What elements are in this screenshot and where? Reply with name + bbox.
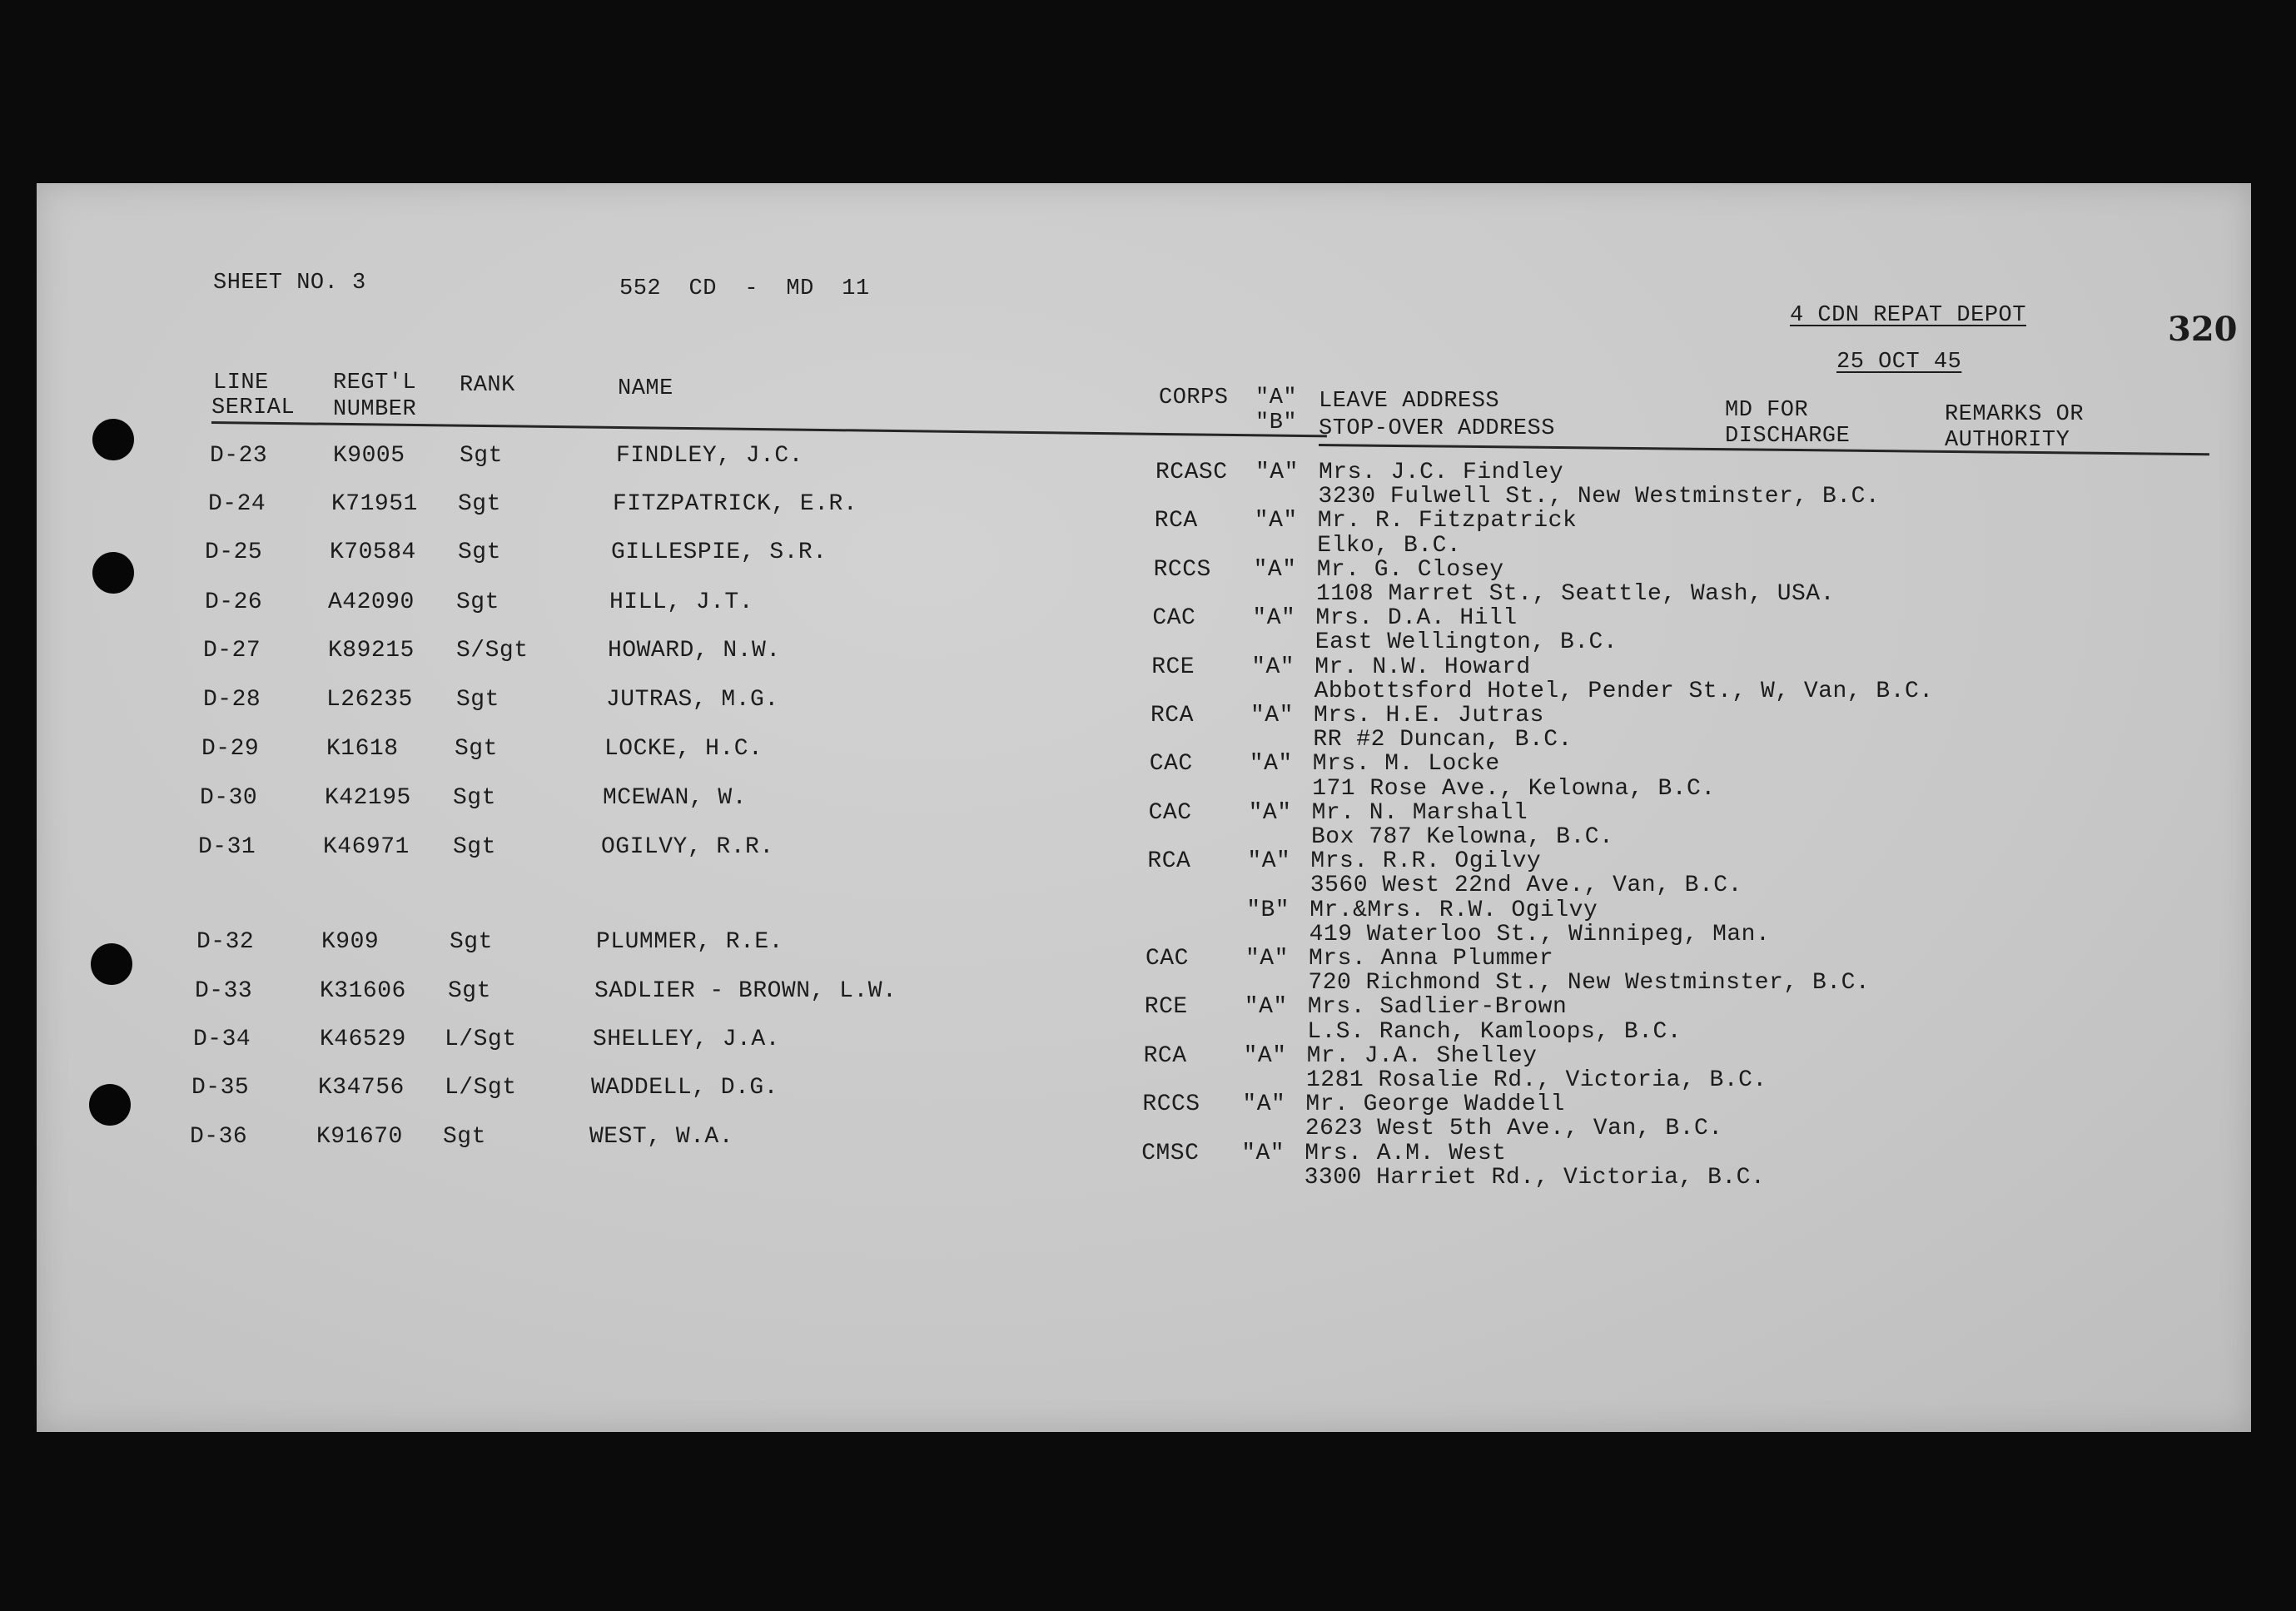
record-address-line: Mr. J.A. Shelley (1306, 1042, 1538, 1069)
record-number: K9005 (333, 443, 405, 469)
punch-hole (92, 552, 134, 594)
col-line-serial-2: SERIAL (211, 395, 296, 420)
record-ab-flag: "A" (1245, 946, 1289, 972)
record-ab-flag: "A" (1248, 799, 1292, 826)
col-discharge: DISCHARGE (1725, 424, 1851, 449)
col-md-for: MD FOR (1725, 398, 1809, 423)
col-corps: CORPS (1159, 385, 1229, 410)
record-number: K34756 (318, 1075, 405, 1101)
col-leave-address: LEAVE ADDRESS (1319, 389, 1500, 414)
record-address-line: Mrs. Anna Plummer (1309, 946, 1554, 972)
record-name: SADLIER - BROWN, L.W. (594, 978, 897, 1004)
document-sheet (37, 183, 2251, 1432)
record-name: WADDELL, D.G. (591, 1075, 778, 1101)
record-corps: RCASC (1155, 460, 1228, 485)
record-rank: Sgt (448, 978, 491, 1004)
record-address-line: 171 Rose Ave., Kelowna, B.C. (1312, 775, 1716, 802)
record-number: K71951 (331, 491, 418, 517)
record-rank: Sgt (450, 929, 493, 955)
record-corps: RCCS (1153, 556, 1211, 583)
record-ab-flag: "B" (1246, 897, 1290, 923)
record-name: HILL, J.T. (609, 589, 754, 615)
record-corps: RCA (1150, 703, 1194, 728)
record-corps: RCE (1144, 994, 1188, 1021)
record-number: A42090 (328, 589, 415, 615)
col-authority: AUTHORITY (1945, 428, 2070, 453)
record-address-line: 720 Richmond St., New Westminster, B.C. (1308, 970, 1871, 997)
record-rank: L/Sgt (445, 1027, 517, 1052)
record-rank: S/Sgt (456, 638, 529, 664)
record-corps: RCA (1143, 1042, 1187, 1069)
record-address-line: RR #2 Duncan, B.C. (1313, 727, 1573, 753)
record-number: K91670 (316, 1124, 403, 1150)
record-ab-flag: "A" (1243, 1042, 1287, 1069)
record-number: K70584 (330, 539, 416, 565)
record-rank: Sgt (443, 1124, 486, 1150)
record-address-line: Box 787 Kelowna, B.C. (1311, 824, 1614, 850)
record-number: K1618 (326, 736, 399, 762)
page-number: 320 (2168, 310, 2238, 349)
col-a: "A" (1255, 385, 1298, 410)
record-ab-flag: "A" (1249, 751, 1293, 778)
record-corps: RCE (1151, 654, 1195, 680)
col-regtl-number-2: NUMBER (333, 397, 417, 422)
record-serial: D-30 (200, 785, 258, 811)
record-name: JUTRAS, M.G. (606, 687, 779, 713)
sheet-number: SHEET NO. 3 (213, 271, 366, 296)
record-address-line: Mrs. Sadlier-Brown (1307, 994, 1568, 1021)
record-address-line: 3560 West 22nd Ave., Van, B.C. (1310, 873, 1742, 899)
record-serial: D-35 (191, 1075, 250, 1101)
col-stopover-address: STOP-OVER ADDRESS (1319, 416, 1555, 441)
record-rank: Sgt (453, 834, 496, 860)
col-name: NAME (618, 376, 673, 401)
record-address-line: East Wellington, B.C. (1314, 629, 1618, 656)
record-rank: Sgt (455, 736, 498, 762)
record-address-line: 2623 West 5th Ave., Van, B.C. (1305, 1116, 1723, 1142)
record-serial: D-29 (201, 736, 260, 762)
record-serial: D-32 (196, 929, 255, 955)
header-rule (211, 421, 1327, 437)
record-ab-flag: "A" (1241, 1140, 1285, 1166)
col-rank: RANK (460, 373, 515, 398)
record-serial: D-24 (208, 491, 266, 517)
record-rank: Sgt (453, 785, 496, 811)
record-name: SHELLEY, J.A. (593, 1027, 780, 1052)
record-address-line: Mrs. J.C. Findley (1319, 460, 1564, 485)
record-serial: D-36 (190, 1124, 248, 1150)
record-serial: D-25 (205, 539, 263, 565)
record-corps: CAC (1148, 799, 1192, 826)
record-address-line: Mr.&Mrs. R.W. Ogilvy (1310, 897, 1598, 923)
record-number: K31606 (320, 978, 406, 1004)
record-corps: CAC (1152, 605, 1196, 632)
record-rank: L/Sgt (445, 1075, 517, 1101)
record-address-line: Mr. R. Fitzpatrick (1317, 508, 1578, 535)
record-ab-flag: "A" (1247, 848, 1291, 875)
record-name: FINDLEY, J.C. (616, 443, 803, 469)
record-number: K909 (321, 929, 380, 955)
record-ab-flag: "A" (1250, 703, 1294, 728)
col-regtl-number-1: REGT'L (333, 370, 417, 395)
record-address-line: 419 Waterloo St., Winnipeg, Man. (1309, 921, 1771, 947)
record-address-line: Abbottsford Hotel, Pender St., W, Van, B.C. (1314, 678, 1934, 704)
unit-code: 552 CD - MD 11 (619, 276, 870, 301)
record-ab-flag: "A" (1253, 556, 1297, 583)
record-number: K46529 (320, 1027, 406, 1052)
record-address-line: Mrs. H.E. Jutras (1314, 703, 1544, 728)
record-ab-flag: "A" (1255, 460, 1299, 485)
record-corps: RCCS (1142, 1091, 1200, 1118)
record-address-line: Mr. N. Marshall (1311, 799, 1528, 826)
record-corps: CMSC (1141, 1140, 1200, 1166)
col-line-serial-1: LINE (213, 370, 269, 395)
record-number: L26235 (326, 687, 413, 713)
record-corps: CAC (1146, 946, 1189, 972)
record-address-line: Mrs. R.R. Ogilvy (1310, 848, 1542, 875)
record-address-line: Elko, B.C. (1317, 532, 1462, 559)
record-rank: Sgt (458, 539, 501, 565)
record-corps: RCA (1147, 848, 1191, 875)
record-serial: D-23 (210, 443, 268, 469)
record-ab-flag: "A" (1244, 994, 1288, 1021)
record-number: K89215 (328, 638, 415, 664)
record-serial: D-33 (195, 978, 253, 1004)
sheet-date: 25 OCT 45 (1836, 350, 1962, 375)
record-address-line: Mr. George Waddell (1305, 1091, 1565, 1118)
depot-name: 4 CDN REPAT DEPOT (1790, 303, 2026, 328)
record-address-line: L.S. Ranch, Kamloops, B.C. (1307, 1018, 1682, 1045)
record-serial: D-28 (203, 687, 261, 713)
punch-hole (91, 943, 132, 985)
record-address-line: 1281 Rosalie Rd., Victoria, B.C. (1306, 1067, 1767, 1093)
record-corps: RCA (1154, 508, 1198, 535)
record-name: OGILVY, R.R. (601, 834, 774, 860)
col-remarks: REMARKS OR (1945, 402, 2085, 427)
record-ab-flag: "A" (1242, 1091, 1286, 1118)
record-address-line: 3300 Harriet Rd., Victoria, B.C. (1304, 1164, 1766, 1191)
record-ab-flag: "A" (1254, 508, 1298, 535)
record-serial: D-26 (205, 589, 263, 615)
record-address-line: Mrs. D.A. Hill (1315, 605, 1518, 632)
punch-hole (89, 1084, 131, 1126)
record-rank: Sgt (458, 491, 501, 517)
record-number: K46971 (323, 834, 410, 860)
record-name: FITZPATRICK, E.R. (613, 491, 858, 517)
record-ab-flag: "A" (1252, 605, 1296, 632)
record-number: K42195 (325, 785, 411, 811)
record-address-line: Mr. N.W. Howard (1314, 654, 1531, 680)
record-name: HOWARD, N.W. (608, 638, 781, 664)
record-rank: Sgt (460, 443, 503, 469)
record-name: WEST, W.A. (589, 1124, 734, 1150)
record-address-line: Mr. G. Closey (1316, 556, 1504, 583)
punch-hole (92, 419, 134, 460)
record-serial: D-27 (203, 638, 261, 664)
record-rank: Sgt (456, 589, 499, 615)
record-name: PLUMMER, R.E. (596, 929, 783, 955)
record-corps: CAC (1149, 751, 1193, 778)
record-rank: Sgt (456, 687, 499, 713)
record-name: MCEWAN, W. (603, 785, 748, 811)
record-name: GILLESPIE, S.R. (611, 539, 827, 565)
record-name: LOCKE, H.C. (604, 736, 763, 762)
record-address-line: 1108 Marret St., Seattle, Wash, USA. (1316, 581, 1835, 607)
record-serial: D-34 (193, 1027, 251, 1052)
record-serial: D-31 (198, 834, 256, 860)
record-address-line: Mrs. A.M. West (1305, 1140, 1507, 1166)
col-b: "B" (1255, 410, 1298, 435)
record-address-line: 3230 Fulwell St., New Westminster, B.C. (1318, 484, 1881, 510)
record-ab-flag: "A" (1251, 654, 1295, 680)
record-address-line: Mrs. M. Locke (1312, 751, 1500, 778)
